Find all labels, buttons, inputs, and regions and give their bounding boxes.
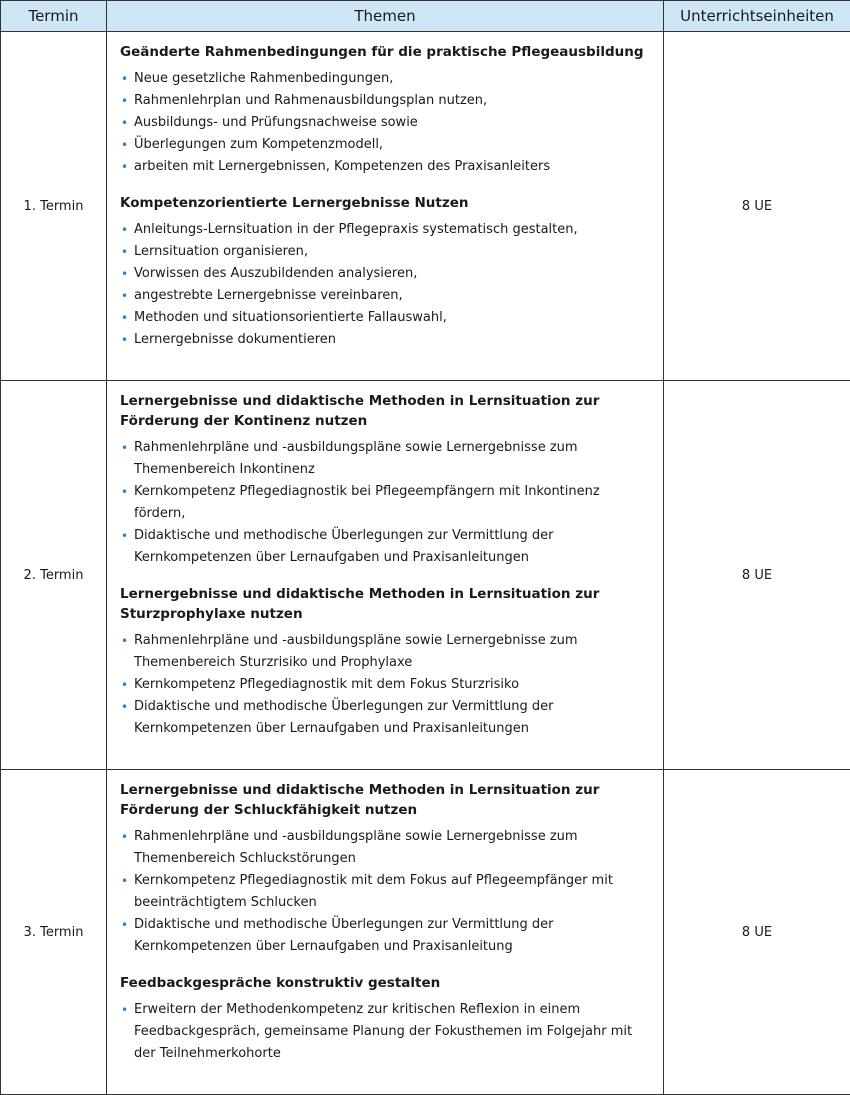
themen-cell (107, 32, 664, 381)
header-themen: Themen (107, 1, 664, 32)
topic-section (120, 584, 651, 740)
topic-list (120, 630, 651, 740)
ue-cell: 8 UE (664, 381, 850, 770)
list-item: • Lernergebnisse dokumentieren (120, 329, 651, 351)
topic-title: Lernergebnisse und didaktische Methoden in Lernsituation zur Förderung der Schluckfähigkeit nutzen (120, 780, 651, 820)
list-item: • Rahmenlehrplan und Rahmenausbildungsplan nutzen, (120, 90, 651, 112)
themen-cell (107, 381, 664, 770)
bullet-icon: • (121, 90, 128, 112)
list-item: • Anleitungs-Lernsituation in der Pflegepraxis systematisch gestalten, (120, 219, 651, 241)
bullet-icon: • (121, 134, 128, 156)
themen-cell (107, 770, 664, 1095)
list-item: • Rahmenlehrpläne und -ausbildungspläne sowie Lernergebnisse zum Themenbereich Schluckstörungen (120, 826, 651, 870)
list-item: • Didaktische und methodische Überlegungen zur Vermittlung der Kernkompetenzen über Lernaufgaben und Praxisanleitungen (120, 696, 651, 740)
header-termin: Termin (1, 1, 107, 32)
list-item: • angestrebte Lernergebnisse vereinbaren, (120, 285, 651, 307)
bullet-icon: • (121, 630, 128, 652)
bullet-icon: • (121, 826, 128, 848)
topic-list (120, 826, 651, 958)
bullet-icon: • (121, 674, 128, 696)
list-item: • Vorwissen des Auszubildenden analysieren, (120, 263, 651, 285)
table-row (1, 770, 850, 1095)
list-item: • Neue gesetzliche Rahmenbedingungen, (120, 68, 651, 90)
list-item: • Didaktische und methodische Überlegungen zur Vermittlung der Kernkompetenzen über Lernaufgaben und Praxisanleitungen (120, 525, 651, 569)
bullet-icon: • (121, 696, 128, 718)
topic-section (120, 780, 651, 958)
topic-title: Kompetenzorientierte Lernergebnisse Nutzen (120, 193, 651, 213)
table-row (1, 32, 850, 381)
bullet-icon: • (121, 68, 128, 90)
bullet-icon: • (121, 870, 128, 892)
list-item: • Methoden und situationsorientierte Fallauswahl, (120, 307, 651, 329)
bullet-icon: • (121, 241, 128, 263)
termin-cell: 1. Termin (1, 32, 107, 381)
table-row (1, 381, 850, 770)
bullet-icon: • (121, 307, 128, 329)
bullet-icon: • (121, 481, 128, 503)
bullet-icon: • (121, 156, 128, 178)
list-item: • Rahmenlehrpläne und -ausbildungspläne sowie Lernergebnisse zum Themenbereich Sturzrisiko und Prophylaxe (120, 630, 651, 674)
bullet-icon: • (121, 525, 128, 547)
list-item: • Erweitern der Methodenkompetenz zur kritischen Reflexion in einem Feedbackgespräch, gemeinsame Planung der Fokusthemen im Folgejahr mit der Teilnehmerkohorte (120, 999, 651, 1065)
bullet-icon: • (121, 329, 128, 351)
bullet-icon: • (121, 285, 128, 307)
termin-cell: 2. Termin (1, 381, 107, 770)
termin-cell: 3. Termin (1, 770, 107, 1095)
topic-section (120, 42, 651, 178)
bullet-icon: • (121, 437, 128, 459)
list-item: • arbeiten mit Lernergebnissen, Kompetenzen des Praxisanleiters (120, 156, 651, 178)
topic-list (120, 437, 651, 569)
list-item: • Kernkompetenz Pflegediagnostik mit dem Fokus Sturzrisiko (120, 674, 651, 696)
topic-title: Geänderte Rahmenbedingungen für die praktische Pflegeausbildung (120, 42, 651, 62)
list-item: • Kernkompetenz Pflegediagnostik bei Pflegeempfängern mit Inkontinenz fördern, (120, 481, 651, 525)
list-item: • Überlegungen zum Kompetenzmodell, (120, 134, 651, 156)
bullet-icon: • (121, 219, 128, 241)
header-unterrichtseinheiten: Unterrichtseinheiten (664, 1, 850, 32)
topic-title: Lernergebnisse und didaktische Methoden in Lernsituation zur Förderung der Kontinenz nutzen (120, 391, 651, 431)
topic-list (120, 999, 651, 1065)
bullet-icon: • (121, 112, 128, 134)
topic-section (120, 193, 651, 351)
list-item: • Lernsituation organisieren, (120, 241, 651, 263)
topic-title: Lernergebnisse und didaktische Methoden in Lernsituation zur Sturzprophylaxe nutzen (120, 584, 651, 624)
bullet-icon: • (121, 263, 128, 285)
ue-cell: 8 UE (664, 32, 850, 381)
topic-title: Feedbackgespräche konstruktiv gestalten (120, 973, 651, 993)
bullet-icon: • (121, 914, 128, 936)
list-item: • Ausbildungs- und Prüfungsnachweise sowie (120, 112, 651, 134)
topic-list (120, 68, 651, 178)
topic-section (120, 391, 651, 569)
topic-section (120, 973, 651, 1065)
header-row (1, 1, 850, 32)
list-item: • Kernkompetenz Pflegediagnostik mit dem Fokus auf Pflegeempfänger mit beeinträchtigtem Schlucken (120, 870, 651, 914)
list-item: • Rahmenlehrpläne und -ausbildungspläne sowie Lernergebnisse zum Themenbereich Inkontinenz (120, 437, 651, 481)
topic-list (120, 219, 651, 351)
list-item: • Didaktische und methodische Überlegungen zur Vermittlung der Kernkompetenzen über Lernaufgaben und Praxisanleitung (120, 914, 651, 958)
bullet-icon: • (121, 999, 128, 1021)
ue-cell: 8 UE (664, 770, 850, 1095)
